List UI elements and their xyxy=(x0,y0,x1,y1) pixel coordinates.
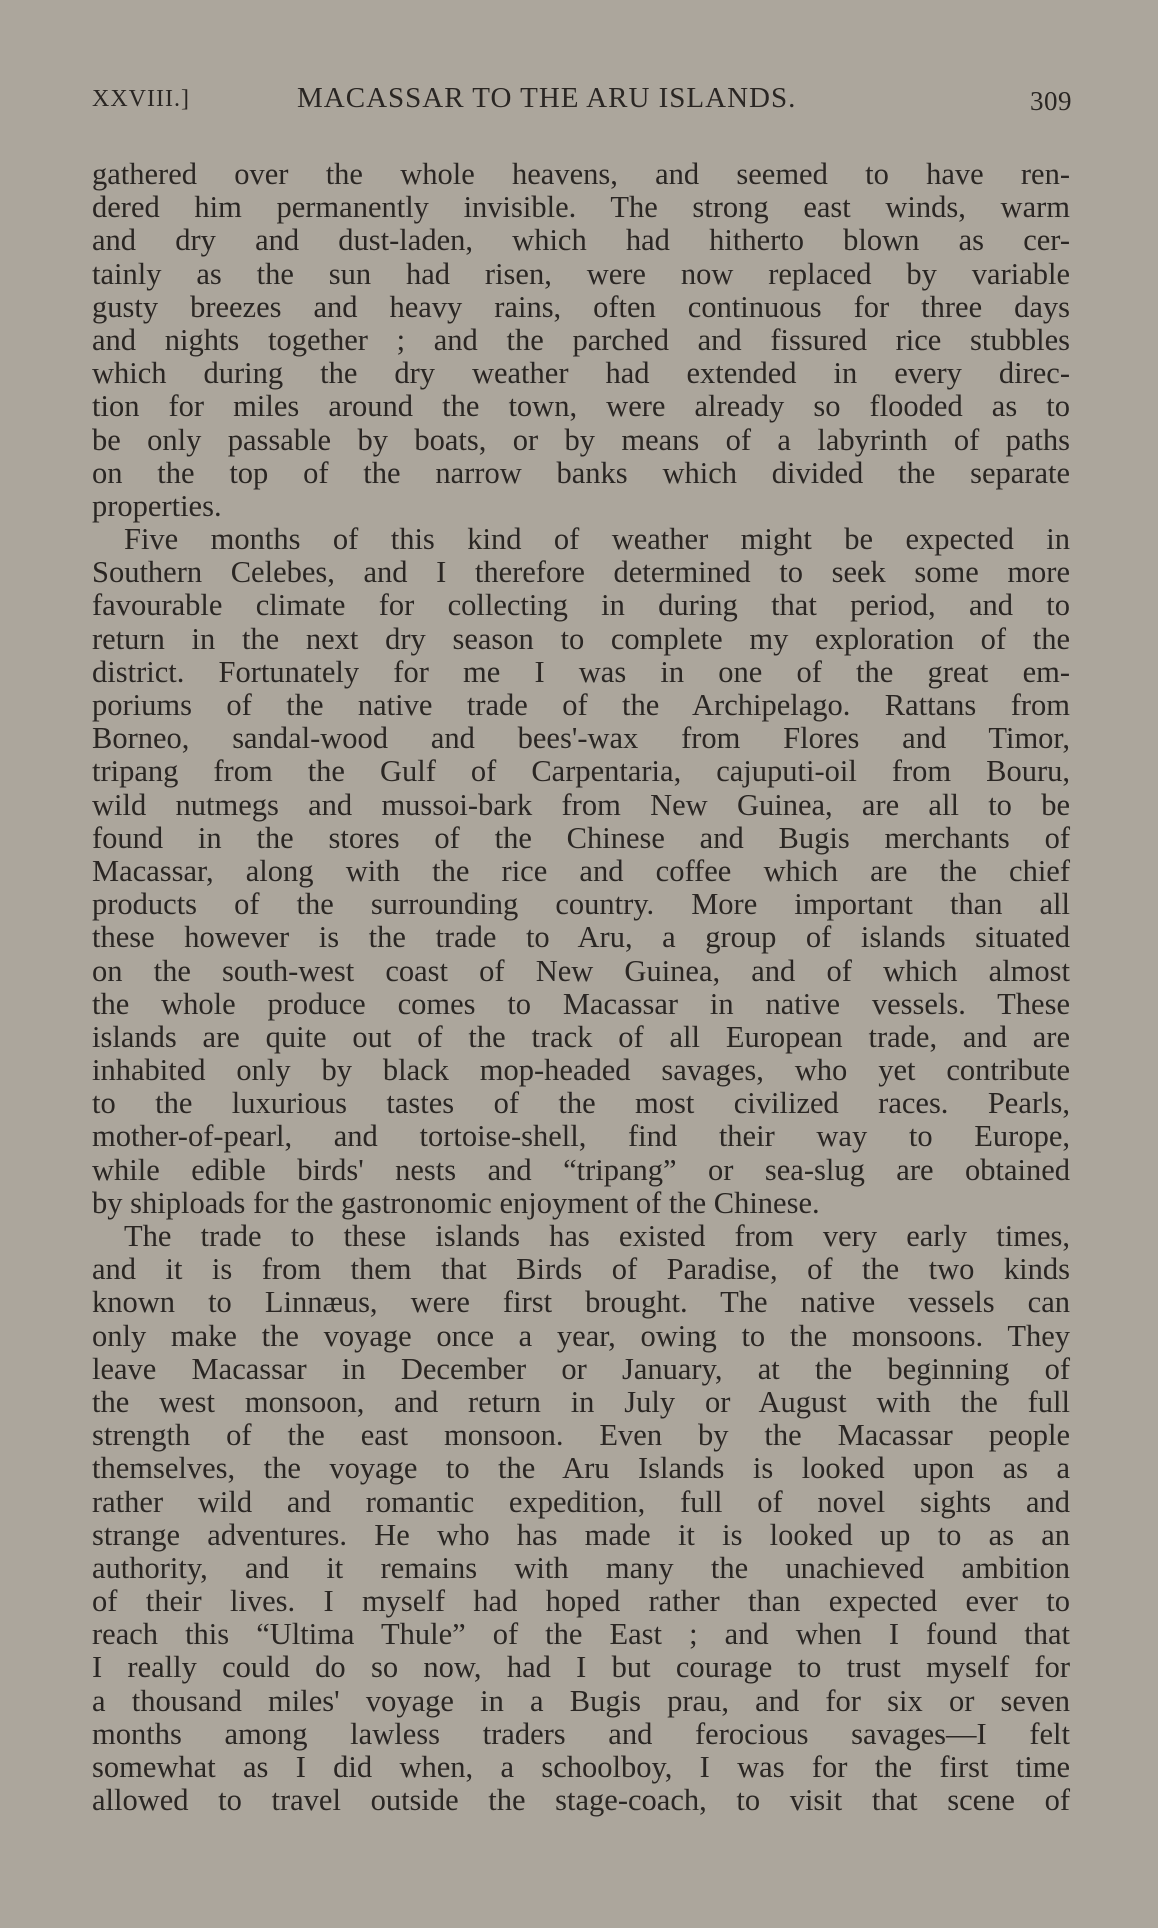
text-line: favourable climate for collecting in during that period, and to xyxy=(92,588,1070,623)
text-line: tainly as the sun had risen, were now replaced by variable xyxy=(92,256,1070,291)
text-line: and it is from them that Birds of Paradise, of the two kinds xyxy=(92,1252,1070,1287)
text-line: strength of the east monsoon. Even by the Macassar people xyxy=(92,1418,1070,1453)
text-line: a thousand miles' voyage in a Bugis prau, and for six or seven xyxy=(92,1683,1070,1718)
text-line: allowed to travel outside the stage-coach, to visit that scene of xyxy=(92,1783,1070,1818)
text-line: the west monsoon, and return in July or August with the full xyxy=(92,1384,1070,1419)
text-line: authority, and it remains with many the unachieved ambition xyxy=(92,1550,1070,1585)
text-line: Borneo, sandal-wood and bees'-wax from Flores and Timor, xyxy=(92,721,1070,756)
text-line: only make the voyage once a year, owing to the monsoons. They xyxy=(92,1318,1070,1353)
text-line: islands are quite out of the track of all European trade, and are xyxy=(92,1019,1070,1054)
chapter-number: XXVIII.] xyxy=(92,86,190,112)
text-line: I really could do so now, had I but courage to trust myself for xyxy=(92,1650,1070,1685)
text-line: mother-of-pearl, and tortoise-shell, find their way to Europe, xyxy=(92,1119,1070,1154)
body-text xyxy=(92,158,1070,1817)
running-title: MACASSAR TO THE ARU ISLANDS. xyxy=(297,82,797,114)
text-line: rather wild and romantic expedition, full of novel sights and xyxy=(92,1484,1070,1519)
text-line: by shiploads for the gastronomic enjoyment of the Chinese. xyxy=(92,1185,820,1220)
text-line: the whole produce comes to Macassar in native vessels. These xyxy=(92,986,1070,1021)
text-line: tion for miles around the town, were already so flooded as to xyxy=(92,389,1070,424)
text-line: found in the stores of the Chinese and Bugis merchants of xyxy=(92,820,1070,855)
text-line: themselves, the voyage to the Aru Islands is looked upon as a xyxy=(92,1451,1070,1486)
text-line: and dry and dust-laden, which had hitherto blown as cer- xyxy=(92,223,1070,258)
text-line: while edible birds' nests and “tripang” or sea-slug are obtained xyxy=(92,1152,1070,1187)
text-line: tripang from the Gulf of Carpentaria, cajuputi-oil from Bouru, xyxy=(92,754,1070,789)
text-line: wild nutmegs and mussoi-bark from New Guinea, are all to be xyxy=(92,787,1070,822)
text-line: months among lawless traders and ferocious savages—I felt xyxy=(92,1716,1070,1751)
text-line: leave Macassar in December or January, at the beginning of xyxy=(92,1351,1070,1386)
text-line: The trade to these islands has existed from very early times, xyxy=(124,1219,1070,1253)
text-line: Southern Celebes, and I therefore determined to seek some more xyxy=(92,555,1070,590)
text-line: poriums of the native trade of the Archipelago. Rattans from xyxy=(92,688,1070,722)
text-line: somewhat as I did when, a schoolboy, I was for the first time xyxy=(92,1750,1070,1784)
text-line: reach this “Ultima Thule” of the East ; and when I found that xyxy=(92,1617,1070,1652)
text-line: of their lives. I myself had hoped rather than expected ever to xyxy=(92,1584,1070,1619)
text-line: known to Linnæus, were first brought. The native vessels can xyxy=(92,1285,1070,1320)
running-header xyxy=(92,82,1072,122)
text-line: to the luxurious tastes of the most civilized races. Pearls, xyxy=(92,1086,1070,1121)
text-line: and nights together ; and the parched and fissured rice stubbles xyxy=(92,322,1070,357)
text-line: these however is the trade to Aru, a group of islands situated xyxy=(92,920,1070,955)
text-line: Macassar, along with the rice and coffee which are the chief xyxy=(92,853,1070,888)
text-line: which during the dry weather had extended in every direc- xyxy=(92,356,1070,391)
text-line: inhabited only by black mop-headed savages, who yet contribute xyxy=(92,1053,1070,1088)
text-line: products of the surrounding country. More important than all xyxy=(92,887,1070,922)
text-line: gusty breezes and heavy rains, often continuous for three days xyxy=(92,289,1070,324)
text-line: dered him permanently invisible. The strong east winds, warm xyxy=(92,190,1070,225)
page-number: 309 xyxy=(1030,86,1072,116)
text-line: district. Fortunately for me I was in one of the great em- xyxy=(92,654,1070,689)
text-line: be only passable by boats, or by means of a labyrinth of paths xyxy=(92,422,1070,457)
text-line: return in the next dry season to complete my exploration of the xyxy=(92,621,1070,656)
text-line: on the south-west coast of New Guinea, and of which almost xyxy=(92,953,1070,988)
text-line: on the top of the narrow banks which divided the separate xyxy=(92,455,1070,490)
text-line: Five months of this kind of weather might be expected in xyxy=(124,522,1070,557)
text-line: strange adventures. He who has made it is looked up to as an xyxy=(92,1517,1070,1552)
text-line: properties. xyxy=(92,488,222,523)
text-line: gathered over the whole heavens, and seemed to have ren- xyxy=(92,157,1070,191)
